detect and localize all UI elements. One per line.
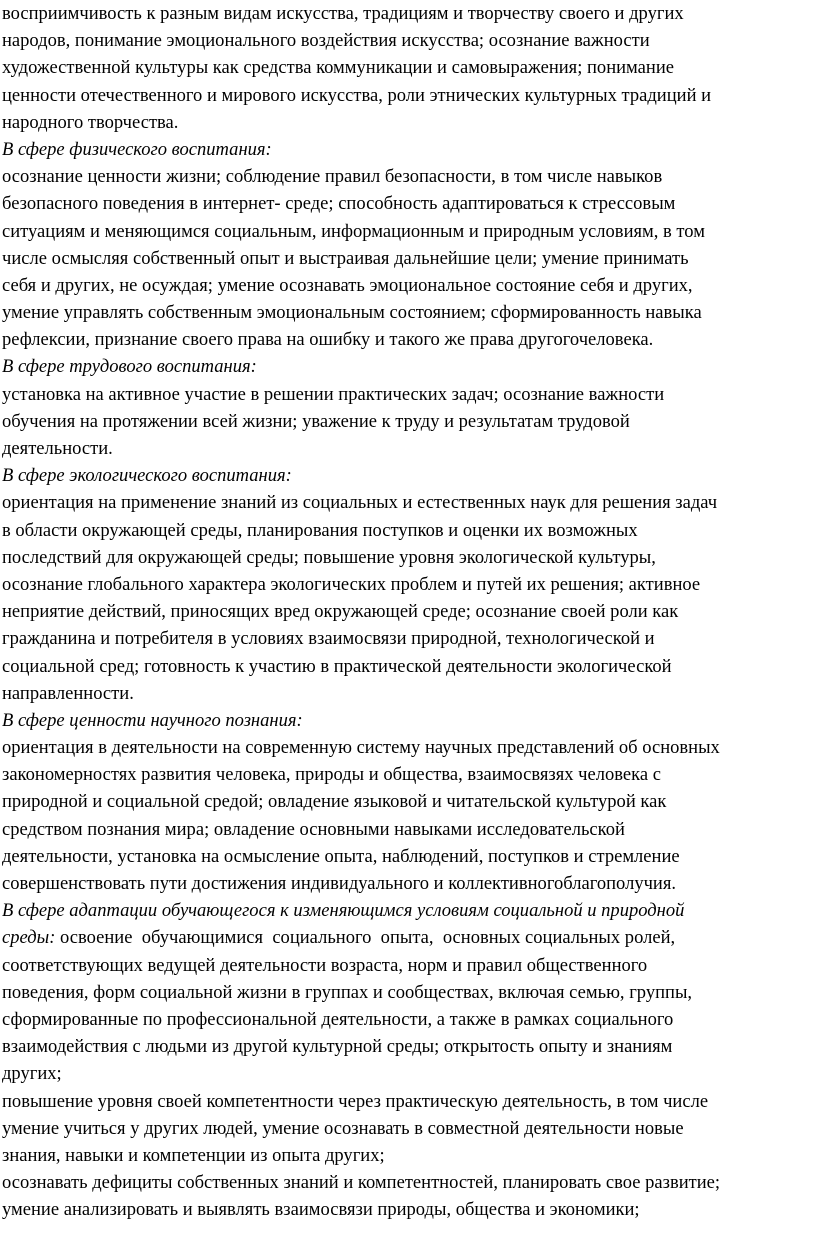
text-line: совершенствовать пути достижения индивидуального и коллективногоблагополучия.	[2, 873, 677, 894]
text-line: гражданина и потребителя в условиях взаимосвязи природной, технологической и	[2, 628, 655, 650]
text-line: сформированные по профессиональной деятельности, а также в рамках социального	[2, 1008, 674, 1030]
text-line: соответствующих ведущей деятельности возраста, норм и правил общественного	[2, 954, 648, 976]
text-line: осознание глобального характера экологических проблем и путей их решения; активное	[2, 573, 701, 595]
text-line: повышение уровня своей компетентности через практическую деятельность, в том числе	[2, 1090, 709, 1112]
section-labor	[2, 353, 816, 462]
text-line: восприимчивость к разным видам искусства, традициям и творчеству своего и других	[2, 3, 684, 24]
text-line: средством познания мира; овладение основными навыками исследовательской	[2, 818, 625, 840]
text-line: числе осмысляя собственный опыт и выстраивая дальнейшие цели; умение принимать	[2, 247, 689, 269]
text-line: народов, понимание эмоционального воздействия искусства; осознание важности	[2, 30, 650, 52]
intro-paragraph	[2, 0, 816, 136]
text-line: ориентация на применение знаний из социальных и естественных наук для решения задач	[2, 492, 718, 514]
text-line: рефлексии, признание своего права на ошибку и такого же права другогочеловека.	[2, 329, 654, 351]
text-line: себя и других, не осуждая; умение осознавать эмоциональное состояние себя и других,	[2, 274, 693, 296]
text-line: закономерностях развития человека, природы и общества, взаимосвязях человека с	[2, 764, 661, 786]
section-physical	[2, 136, 816, 354]
text-line: художественной культуры как средства коммуникации и самовыражения; понимание	[2, 57, 674, 79]
text-line: природной и социальной средой; овладение языковой и читательской культурой как	[2, 791, 667, 813]
text-line: взаимодействия с людьми из другой культурной среды; открытость опыту и знаниям	[2, 1036, 673, 1058]
text-line: других;	[2, 1063, 62, 1085]
text-line: умение учиться у других людей, умение осознавать в совместной деятельности новые	[2, 1117, 684, 1139]
section-heading: В сфере адаптации обучающегося к изменяющимся условиям социальной и природной	[2, 900, 685, 922]
text-line: умение анализировать и выявлять взаимосвязи природы, общества и экономики;	[2, 1199, 640, 1221]
text-line: установка на активное участие в решении практических задач; осознание важности	[2, 383, 665, 405]
section-heading-continued: среды:	[2, 927, 56, 949]
section-ecological	[2, 462, 816, 707]
text-line: знания, навыки и компетенции из опыта других;	[2, 1144, 385, 1166]
text-line: ориентация в деятельности на современную систему научных представлений об основных	[2, 737, 720, 759]
text-line: неприятие действий, приносящих вред окружающей среде; осознание своей роли как	[2, 601, 679, 623]
text-line: последствий для окружающей среды; повышение уровня экологической культуры,	[2, 546, 656, 568]
text-line: осознание ценности жизни; соблюдение правил безопасности, в том числе навыков	[2, 166, 663, 188]
text-line: направленности.	[2, 682, 134, 704]
section-adaptation	[2, 897, 816, 1223]
text-fragment: освоение обучающимися социального опыта, основных социальных ролей,	[55, 927, 676, 949]
text-line: осознавать дефициты собственных знаний и компетентностей, планировать свое развитие;	[2, 1172, 721, 1194]
text-line: деятельности.	[2, 438, 113, 459]
text-line: народного творчества.	[2, 111, 179, 133]
text-line	[2, 924, 814, 951]
section-science	[2, 707, 816, 897]
text-line: в области окружающей среды, планирования поступков и оценки их возможных	[2, 519, 638, 541]
text-line: ситуациям и меняющимся социальным, информационным и природным условиям, в том	[2, 220, 705, 242]
text-line: ценности отечественного и мирового искусства, роли этнических культурных традиций и	[2, 84, 712, 106]
section-heading: В сфере ценности научного познания:	[2, 709, 303, 731]
section-heading: В сфере экологического воспитания:	[2, 465, 292, 487]
text-line: умение управлять собственным эмоциональным состоянием; сформированность навыка	[2, 302, 702, 324]
text-line: деятельности, установка на осмысление опыта, наблюдений, поступков и стремление	[2, 845, 680, 867]
section-heading: В сфере физического воспитания:	[2, 138, 272, 160]
text-line: безопасного поведения в интернет- среде; способность адаптироваться к стрессовым	[2, 193, 676, 215]
text-line: социальной сред; готовность к участию в практической деятельности экологической	[2, 655, 672, 677]
text-line: обучения на протяжении всей жизни; уважение к труду и результатам трудовой	[2, 410, 630, 432]
section-heading: В сфере трудового воспитания:	[2, 356, 257, 378]
text-line: поведения, форм социальной жизни в группах и сообществах, включая семью, группы,	[2, 981, 693, 1003]
